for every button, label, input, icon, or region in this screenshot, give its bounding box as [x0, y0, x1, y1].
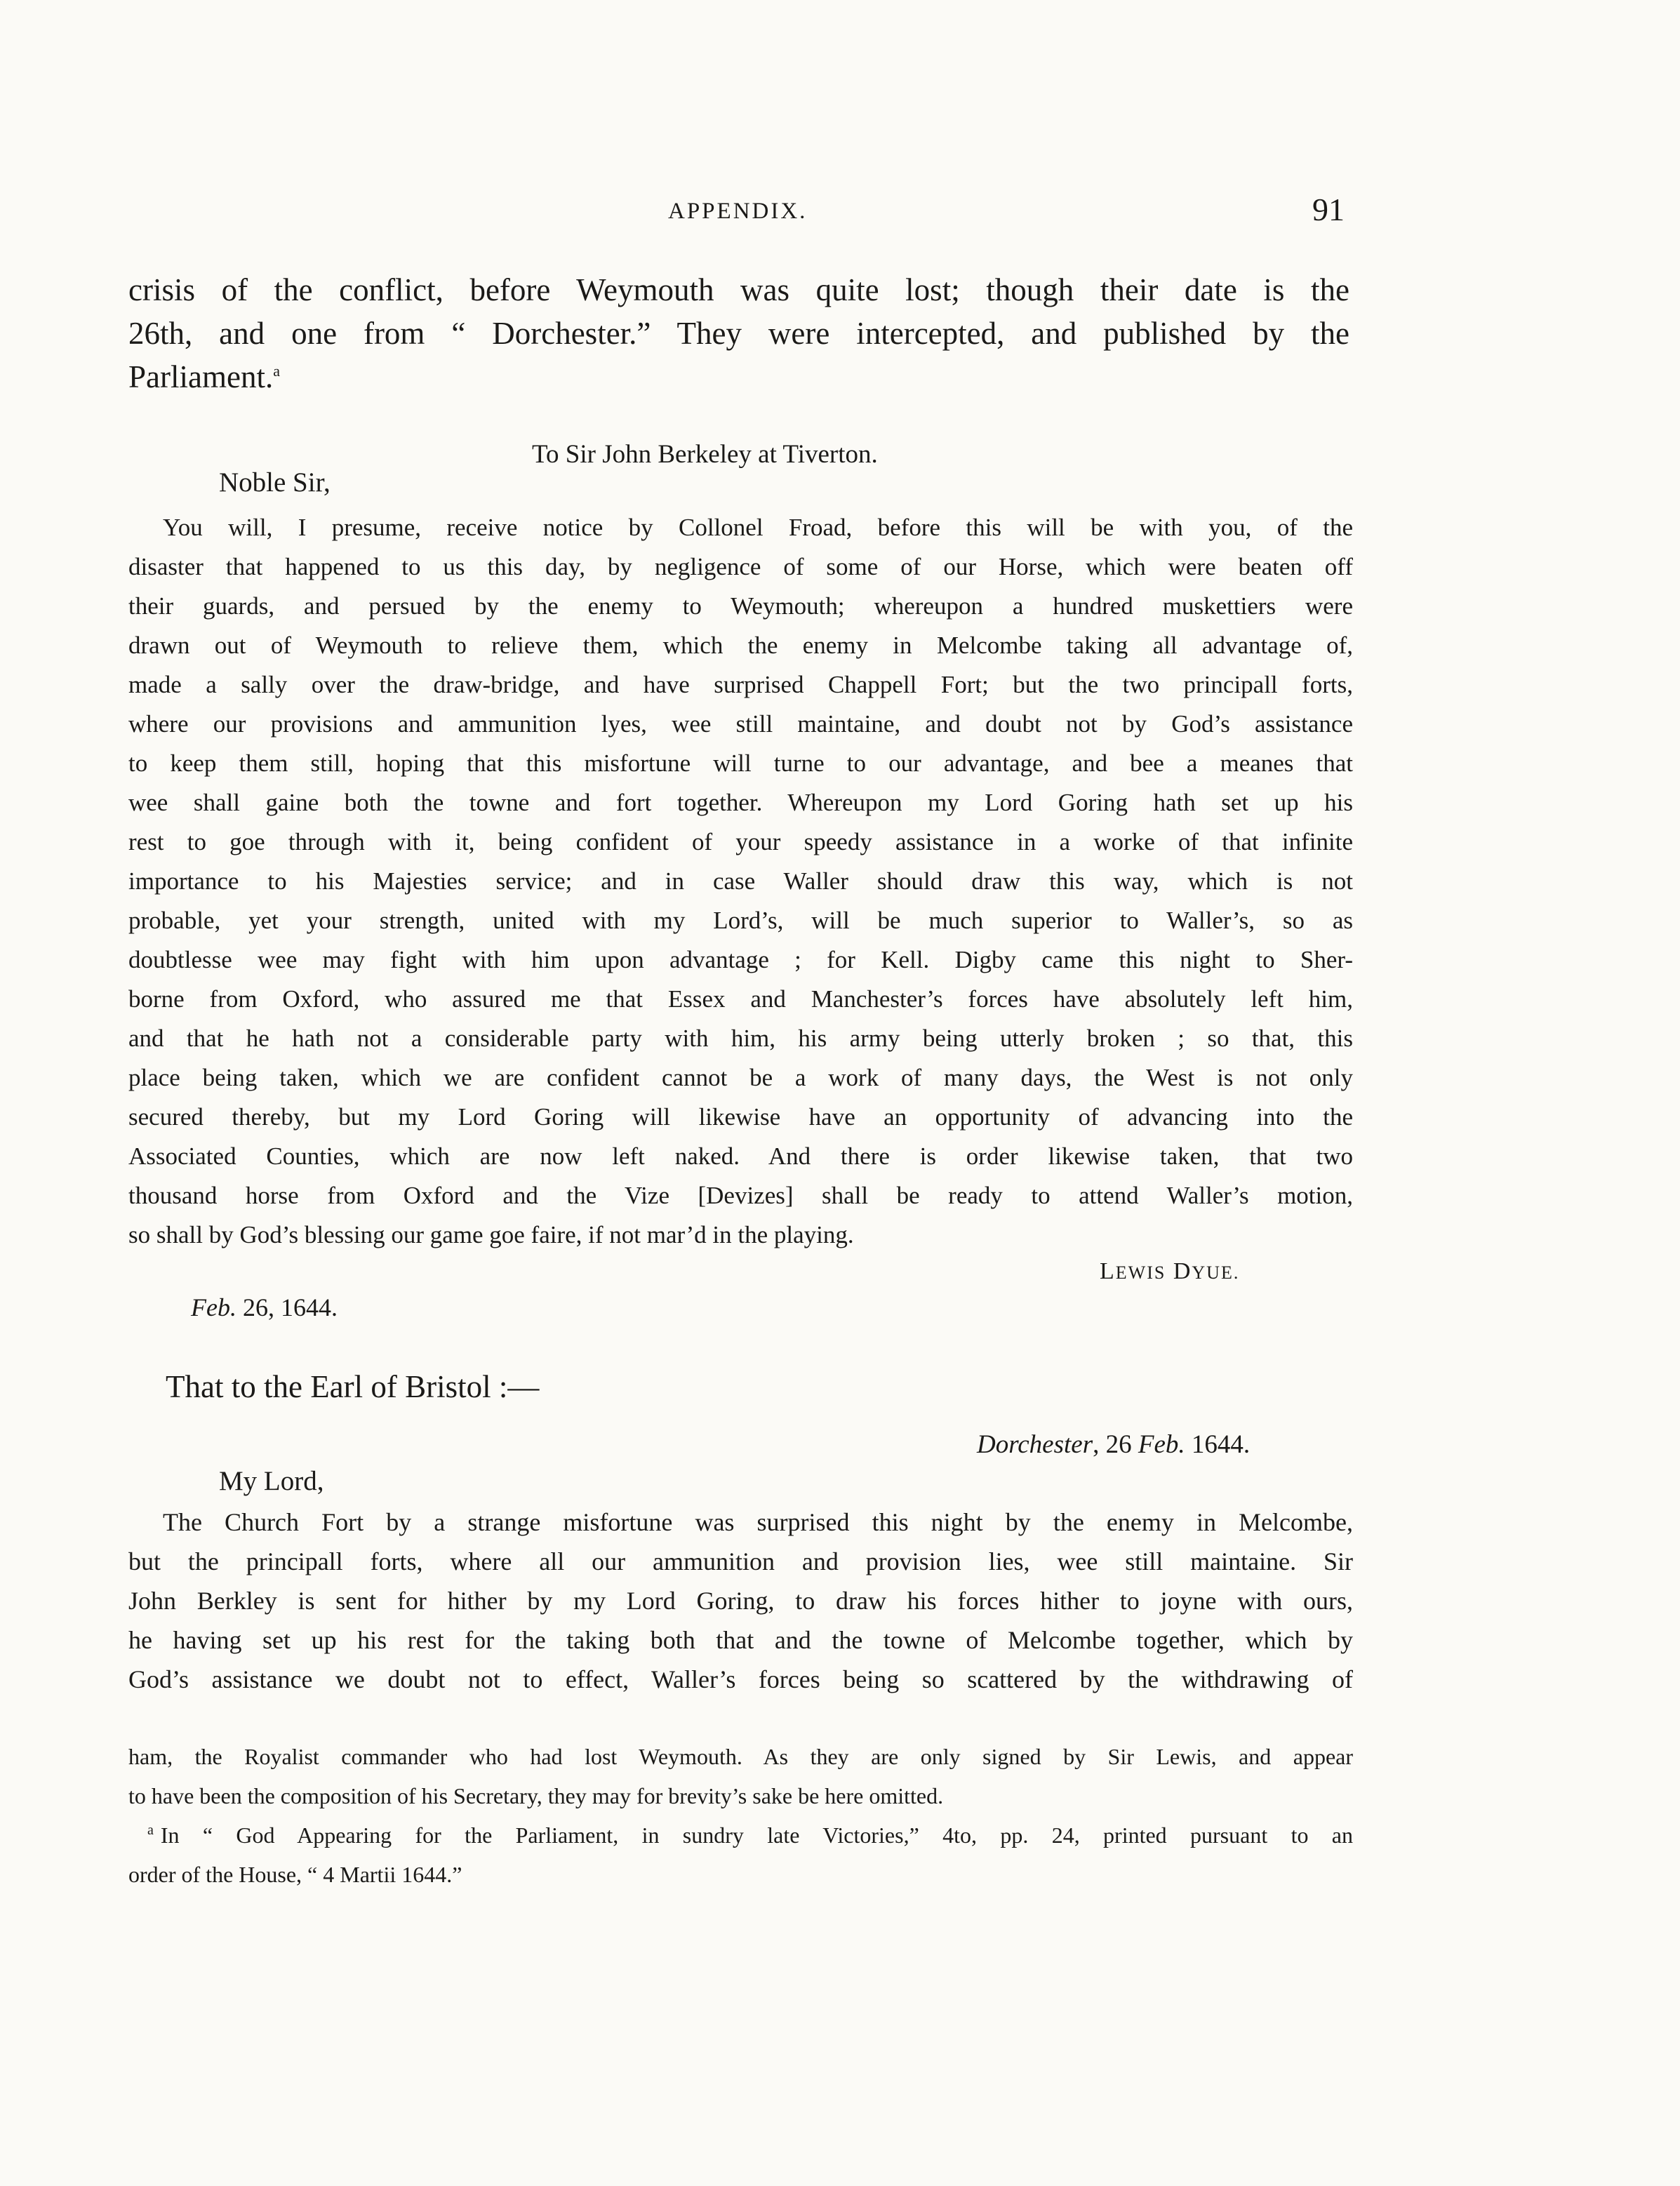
letter-salutation: My Lord, [219, 1466, 324, 1496]
letter-line: Associated Counties, which are now left naked. And there is order likewise taken, that two [128, 1142, 1353, 1170]
date-month: Feb. [1138, 1430, 1185, 1459]
page-number: 91 [1312, 192, 1345, 227]
intro-line: 26th, and one from “ Dorchester.” They were intercepted, and published by the [128, 316, 1349, 351]
letter-place-date [977, 1429, 1250, 1460]
letter-line: importance to his Majesties service; and in case Waller should draw this way, which is not [128, 867, 1353, 895]
footnote-mark: a [147, 1822, 154, 1839]
letter-salutation: Noble Sir, [219, 467, 331, 498]
letter-line: drawn out of Weymouth to relieve them, which the enemy in Melcombe taking all advantage of, [128, 632, 1353, 659]
letter-line: borne from Oxford, who assured me that Essex and Manchester’s forces have absolutely left him, [128, 985, 1353, 1013]
letter-line: rest to goe through with it, being confident of your speedy assistance in a worke of that infinite [128, 828, 1353, 855]
letter-line: John Berkley is sent for hither by my Lord Goring, to draw his forces hither to joyne with ours, [128, 1587, 1353, 1615]
letter-line: probable, yet your strength, united with my Lord’s, will be much superior to Waller’s, so as [128, 907, 1353, 934]
date-month: Feb. [191, 1293, 236, 1321]
letter-line: so shall by God’s blessing our game goe faire, if not mar’d in the playing. [128, 1221, 854, 1248]
letter-line: where our provisions and ammunition lyes, wee still maintaine, and doubt not by God’s assistance [128, 710, 1353, 738]
intro-line-text: Parliament. [128, 359, 274, 394]
letter-line: thousand horse from Oxford and the Vize [Devizes] shall be ready to attend Waller’s motion, [128, 1182, 1353, 1209]
signature-initial: L [1100, 1258, 1116, 1284]
letter-line: made a sally over the draw-bridge, and have surprised Chappell Fort; but the two principall forts, [128, 671, 1353, 698]
signature-rest: EWIS [1115, 1262, 1166, 1283]
letter-line: secured thereby, but my Lord Goring will likewise have an opportunity of advancing into the [128, 1103, 1353, 1131]
letter-line: doubtlesse wee may fight with him upon advantage ; for Kell. Digby came this night to Sher- [128, 946, 1353, 973]
footnote-marker: a [273, 362, 280, 380]
letter-line: The Church Fort by a strange misfortune was surprised this night by the enemy in Melcombe, [163, 1508, 1353, 1536]
footnote-text: In “ God Appearing for the Parliament, in sundry late Victories,” 4to, pp. 24, printed pursuant to an [160, 1822, 1353, 1848]
signature-initial: D [1173, 1258, 1192, 1284]
letter-date [191, 1293, 338, 1322]
letter-line: God’s assistance we doubt not to effect, Waller’s forces being so scattered by the withdrawing of [128, 1665, 1353, 1693]
letter-place: Dorchester [977, 1430, 1093, 1459]
running-title: APPENDIX. [668, 199, 808, 224]
footnote-line: to have been the composition of his Secretary, they may for brevity’s sake be here omitted. [128, 1783, 944, 1808]
date-rest: 26, 1644. [236, 1293, 338, 1321]
letter-signature [1100, 1258, 1239, 1285]
letter-heading: To Sir John Berkeley at Tiverton. [532, 440, 878, 469]
letter-line: their guards, and persued by the enemy to Weymouth; whereupon a hundred muskettiers were [128, 592, 1353, 620]
letter-line: to keep them still, hoping that this misfortune will turne to our advantage, and bee a meanes that [128, 749, 1353, 777]
letter-line: but the principall forts, where all our ammunition and provision lies, wee still maintaine. Sir [128, 1547, 1353, 1575]
date-middle: , 26 [1093, 1430, 1138, 1459]
intro-line-last [128, 355, 1349, 399]
intro-line: crisis of the conflict, before Weymouth was quite lost; though their date is the [128, 272, 1349, 307]
intro-paragraph [128, 268, 1349, 399]
footnote-line: ham, the Royalist commander who had lost Weymouth. As they are only signed by Sir Lewis, and appear [128, 1744, 1353, 1769]
letter-line: wee shall gaine both the towne and fort together. Whereupon my Lord Goring hath set up his [128, 789, 1353, 816]
section-heading: That to the Earl of Bristol :— [166, 1369, 540, 1404]
letter-line: disaster that happened to us this day, by negligence of some of our Horse, which were beaten off [128, 553, 1353, 580]
footnote-a-line [147, 1815, 1353, 1855]
date-year: 1644. [1185, 1430, 1251, 1459]
signature-rest: YUE. [1192, 1262, 1240, 1283]
letter-line: place being taken, which we are confident cannot be a work of many days, the West is not only [128, 1064, 1353, 1091]
letter-line: he having set up his rest for the taking both that and the towne of Melcombe together, which by [128, 1626, 1353, 1654]
letter-line: You will, I presume, receive notice by Collonel Froad, before this will be with you, of the [163, 514, 1353, 541]
footnote-line: order of the House, “ 4 Martii 1644.” [128, 1862, 462, 1887]
letter-line: and that he hath not a considerable party with him, his army being utterly broken ; so that, this [128, 1025, 1353, 1052]
